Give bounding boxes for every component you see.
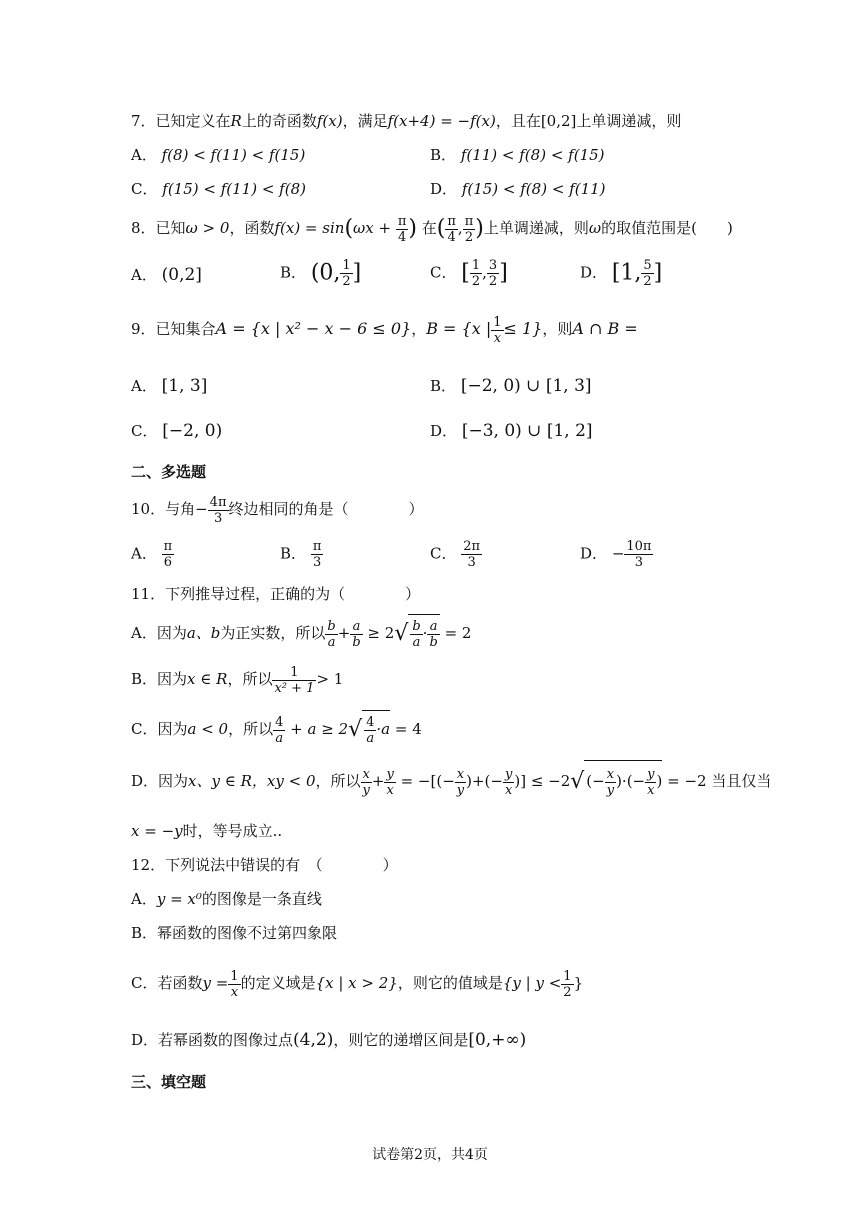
option-frac <box>162 539 175 570</box>
q8-option-b[interactable] <box>280 258 361 289</box>
frac-den: a <box>412 634 421 650</box>
frac-num: 1 <box>272 665 316 681</box>
q10-option-b[interactable] <box>280 539 323 570</box>
q8-omega-cond: ω > 0 <box>185 219 230 237</box>
q11-option-a[interactable]: A．因为a、b为正实数，所以 $\frac{b}{a}$ + $\frac{a}{b}$ ≥ 2√ $\frac{b}{a}$ · $\frac{a}{b}$ = 2 <box>131 614 471 652</box>
option-eq: y = x⁰ <box>156 890 202 908</box>
q7-condition: f(x+4) = −f(x) <box>387 112 496 130</box>
option-frac <box>311 539 324 570</box>
option-text: 时，等号成立.. <box>182 822 283 840</box>
option-domain: {x | x > 2} <box>315 974 398 992</box>
frac-num: a <box>427 619 439 635</box>
q8-frac-pi-4b <box>445 214 458 245</box>
option-text: ] <box>352 260 362 286</box>
option-text: )+(− <box>466 772 503 790</box>
q8-text-5: 的取值范围是( ) <box>601 219 733 237</box>
frac-num: 5 <box>643 258 652 273</box>
option-point: (4,2) <box>293 1030 334 1050</box>
option-text: f(15) < f(11) < f(8) <box>162 180 306 198</box>
frac-den: y <box>362 782 370 798</box>
frac-den: 2 <box>464 229 474 245</box>
frac-num: π <box>312 539 322 554</box>
frac-den: 3 <box>213 510 223 526</box>
frac-num: y <box>647 766 655 782</box>
option-label: A． <box>131 544 157 563</box>
option-frac <box>273 715 285 746</box>
q11-option-c[interactable]: C．因为a < 0，所以 $\frac{4}{a}$ + a ≥ 2√ $\frac{4}{a}$ ·a = 4 <box>131 710 422 748</box>
q12-stem: 12．下列说法中错误的有 （ ） <box>131 856 398 874</box>
section-heading-fill-blank: 三、填空题 <box>131 1073 207 1091</box>
option-frac <box>272 665 316 696</box>
option-text: [ <box>461 260 470 286</box>
option-label: B． <box>280 544 307 563</box>
frac-den: 3 <box>467 555 476 570</box>
q7-text: 7．已知定义在 <box>131 112 231 130</box>
q10-frac <box>208 495 229 526</box>
frac-num: 1 <box>342 258 351 273</box>
option-label: C． <box>131 422 158 440</box>
q9-option-d[interactable] <box>430 418 593 444</box>
frac-b-a <box>410 619 422 650</box>
frac-den: a <box>327 634 336 650</box>
q9-option-b[interactable] <box>430 373 592 399</box>
frac-num: 1 <box>493 314 502 330</box>
q12-option-c[interactable] <box>131 966 583 1000</box>
q8-omega: ω <box>588 219 602 237</box>
q7-option-a[interactable] <box>131 145 305 165</box>
q10-option-d[interactable] <box>580 539 653 570</box>
q10-minus: − <box>195 500 208 518</box>
option-text: − <box>611 544 625 563</box>
q8-frac-pi-4 <box>396 214 409 245</box>
frac-a-b <box>427 619 439 650</box>
q7-interval: [0,2] <box>540 112 577 130</box>
frac-num: 1 <box>471 258 481 273</box>
option-frac <box>605 767 616 798</box>
option-text: = 2 <box>444 624 472 642</box>
option-text: ] <box>499 260 508 286</box>
q7-r: R <box>230 112 242 130</box>
option-text: = −2 当且仅当 <box>667 772 772 790</box>
frac-num: 3 <box>488 258 498 273</box>
frac-a-b <box>350 619 362 650</box>
option-frac <box>624 539 653 570</box>
q10-text-2: 终边相同的角是（ ） <box>228 500 424 518</box>
q8-text-2: ，函数 <box>229 219 275 237</box>
option-text: C．因为 <box>131 720 188 738</box>
q8-frac-pi-2 <box>463 214 476 245</box>
q12-option-b[interactable]: B．幂函数的图像不过第四象限 <box>131 924 338 942</box>
q7-option-c[interactable] <box>131 179 306 199</box>
q9-frac <box>491 315 503 346</box>
q10-option-a[interactable] <box>131 539 174 570</box>
option-text: (− <box>586 772 605 790</box>
frac-num: x <box>455 767 466 783</box>
frac-b-a <box>325 619 337 650</box>
frac-num: π <box>397 213 407 229</box>
frac-num: 1 <box>563 968 572 984</box>
option-text: ，所以 <box>227 670 273 688</box>
option-text: A．因为 <box>131 624 187 642</box>
option-vars: a、b <box>186 624 221 642</box>
option-frac <box>641 258 653 289</box>
option-frac <box>361 767 372 798</box>
q10-stem <box>131 492 424 526</box>
q8-stem: 8．已知ω > 0，函数f(x) = sin(ωx + $\frac{\pi}{4}$ ) 在( $\frac{\pi}{4}$ , $\frac{\pi}{2}$ )上单调递减，则ω的取值范围是( ) <box>131 213 733 245</box>
option-text: [1, 3] <box>161 376 208 396</box>
q7-fx: f(x) <box>316 112 343 130</box>
q12-option-d[interactable] <box>131 1028 526 1052</box>
option-text: = −[(− <box>400 772 455 790</box>
q9-set-a: A = {x | x² − x − 6 ≤ 0} <box>215 319 412 338</box>
option-text: ，则它的递增区间是 <box>333 1031 469 1049</box>
option-text: 为正实数，所以 <box>220 624 326 642</box>
frac-den: 3 <box>312 555 322 570</box>
frac-den: 6 <box>163 555 173 570</box>
option-text: ，所以 <box>228 720 274 738</box>
frac-den: y <box>456 782 465 798</box>
option-text: ] <box>653 260 663 286</box>
frac-den: x <box>647 782 655 798</box>
option-text: [1, <box>611 260 642 286</box>
option-label: A． <box>131 377 157 395</box>
frac-den: 3 <box>634 555 644 570</box>
option-frac <box>384 767 395 798</box>
frac-num: 10π <box>626 539 652 554</box>
q8-option-c[interactable] <box>430 258 508 289</box>
q12-option-a[interactable] <box>131 889 322 909</box>
q7-option-d[interactable] <box>430 179 606 199</box>
option-cond: x = −y <box>131 822 183 840</box>
frac-num: x <box>361 767 372 783</box>
option-text: [−2, 0) ∪ [1, 3] <box>460 376 592 396</box>
section-heading-multi-choice: 二、多选题 <box>131 463 207 481</box>
option-frac <box>455 767 466 798</box>
q10-option-c[interactable] <box>430 539 482 570</box>
frac-den: 4 <box>397 229 407 245</box>
option-label: C． <box>430 263 457 282</box>
q11-option-d-line2 <box>131 821 282 841</box>
option-range-end: } <box>573 974 584 992</box>
q7-text-4: ，且在 <box>495 112 541 130</box>
option-label: C． <box>131 180 158 198</box>
frac-den: y <box>606 782 615 798</box>
option-frac <box>487 258 499 289</box>
option-text: B．因为 <box>131 670 188 688</box>
q7-text-5: 上单调递减，则 <box>576 112 682 130</box>
frac-num: x <box>605 767 616 783</box>
frac-den: 2 <box>471 274 481 289</box>
option-text: D．因为 <box>131 772 189 790</box>
q8-text-4: 上单调递减，则 <box>483 219 589 237</box>
option-text: ≥ 2 <box>367 624 395 642</box>
option-label: A． <box>131 266 157 284</box>
frac-den: x <box>230 984 239 1000</box>
frac-num: π <box>447 213 456 229</box>
q9-text: 9．已知集合 <box>131 320 216 338</box>
option-frac <box>561 969 573 1000</box>
option-text: )] ≤ −2 <box>514 772 571 790</box>
option-text: 的定义域是 <box>240 974 316 992</box>
q7-text-2: 上的奇函数 <box>241 112 317 130</box>
frac-den: b <box>352 634 361 650</box>
frac-den: x <box>493 330 502 346</box>
option-text: D．若幂函数的图像过点 <box>131 1031 294 1049</box>
frac-den: 2 <box>342 274 351 289</box>
frac-num: 2π <box>463 539 481 554</box>
frac-den: 2 <box>643 274 652 289</box>
option-text: > 1 <box>316 670 344 688</box>
option-cond: x ∈ R <box>187 670 228 688</box>
q8-option-d[interactable] <box>580 258 662 289</box>
q9-set-b: B = {x | <box>426 319 492 338</box>
option-frac <box>461 539 482 570</box>
option-cond: x、y ∈ R <box>188 772 252 790</box>
option-text: f(8) < f(11) < f(15) <box>161 146 306 164</box>
option-text: (0, <box>310 260 341 286</box>
option-cond: ，xy < 0 <box>251 772 316 790</box>
page-footer: 试卷第2页，共4页 <box>372 1147 488 1163</box>
option-text: )·(− <box>616 772 646 790</box>
option-frac <box>645 767 656 798</box>
q8-func-arg: ωx + <box>353 219 392 237</box>
option-text: + a ≥ 2 <box>290 720 349 738</box>
option-frac <box>470 258 482 289</box>
frac-num: π <box>163 539 173 554</box>
frac-den: x <box>504 782 513 798</box>
option-label: B． <box>280 263 307 282</box>
option-label: D． <box>430 180 458 198</box>
q9-option-a[interactable] <box>131 373 207 399</box>
option-text: ) <box>656 772 663 790</box>
frac-num: a <box>350 619 362 635</box>
q7-stem <box>131 111 681 131</box>
q9-option-c[interactable] <box>131 418 222 444</box>
q9-comma: ， <box>411 320 427 338</box>
frac-den: b <box>429 634 438 650</box>
option-text: [−2, 0) <box>162 421 223 441</box>
q8-func: f(x) = sin <box>274 219 345 237</box>
q9-stem <box>131 312 638 346</box>
option-text: = 4 <box>394 720 422 738</box>
option-text: (0,2] <box>161 265 202 285</box>
q10-text: 10．与角 <box>131 500 196 518</box>
q8-option-a[interactable] <box>131 262 202 288</box>
option-label: C． <box>430 544 457 563</box>
option-label: D． <box>430 422 458 440</box>
option-label: B． <box>430 377 457 395</box>
option-label: D． <box>580 263 608 282</box>
frac-den: 2 <box>563 984 572 1000</box>
option-frac <box>364 715 376 746</box>
q9-text-2: ，则 <box>542 320 573 338</box>
option-text: ·a <box>376 720 391 738</box>
frac-den: 2 <box>488 274 498 289</box>
option-label: B． <box>430 146 457 164</box>
q8-text: 8．已知 <box>131 219 186 237</box>
option-text: [−3, 0) ∪ [1, 2] <box>461 421 593 441</box>
q7-option-b[interactable] <box>430 145 605 165</box>
frac-den: a <box>275 730 284 746</box>
frac-num: b <box>327 618 336 634</box>
option-cond: a < 0 <box>187 720 229 738</box>
frac-den: 4 <box>447 229 456 245</box>
option-label: D． <box>580 544 608 563</box>
q8-text-3: 在 <box>421 219 437 237</box>
frac-den: x² + 1 <box>274 680 315 696</box>
option-text: ，则它的值域是 <box>397 974 503 992</box>
q7-text-3: ，满足 <box>342 112 388 130</box>
frac-num: 4 <box>275 714 284 730</box>
frac-num: π <box>464 213 474 229</box>
option-text: ，所以 <box>315 772 361 790</box>
frac-num: b <box>412 618 421 634</box>
option-text: f(15) < f(8) < f(11) <box>461 180 606 198</box>
frac-num: 4π <box>209 494 227 510</box>
q9-set-b-end: ≤ 1} <box>503 319 543 338</box>
frac-num: y <box>386 766 394 782</box>
frac-num: 4 <box>366 714 375 730</box>
option-eq: y = <box>202 974 229 992</box>
option-text: f(11) < f(8) < f(15) <box>460 146 605 164</box>
option-text: , <box>482 263 487 282</box>
option-label: A． <box>131 890 157 908</box>
q11-stem: 11．下列推导过程，正确的为（ ） <box>131 585 421 603</box>
option-frac <box>228 969 240 1000</box>
q9-intersect: A ∩ B = <box>572 319 638 338</box>
option-text: C．若函数 <box>131 974 203 992</box>
frac-den: x <box>386 782 394 798</box>
frac-num: y <box>504 766 513 782</box>
frac-den: a <box>366 730 375 746</box>
q11-option-d[interactable]: D．因为x、y ∈ R，xy < 0，所以 $\frac{x}{y}$ + $\frac{y}{x}$ = −[(− $\frac{x}{y}$ )+(− $\frac{y}{x}$ )] ≤ −2√ (− $\frac{x}{y}$ )·(− $\frac{y}{x}$ ) = −2 当且仅当 <box>131 760 771 802</box>
q11-option-b[interactable] <box>131 662 343 696</box>
option-label: A． <box>131 146 157 164</box>
option-frac <box>340 258 352 289</box>
option-interval: [0,+∞) <box>468 1030 527 1050</box>
plus: + <box>337 624 351 642</box>
option-range: {y | y < <box>502 974 562 992</box>
option-text: 的图像是一条直线 <box>201 890 322 908</box>
frac-num: 1 <box>230 968 239 984</box>
option-frac <box>503 767 514 798</box>
